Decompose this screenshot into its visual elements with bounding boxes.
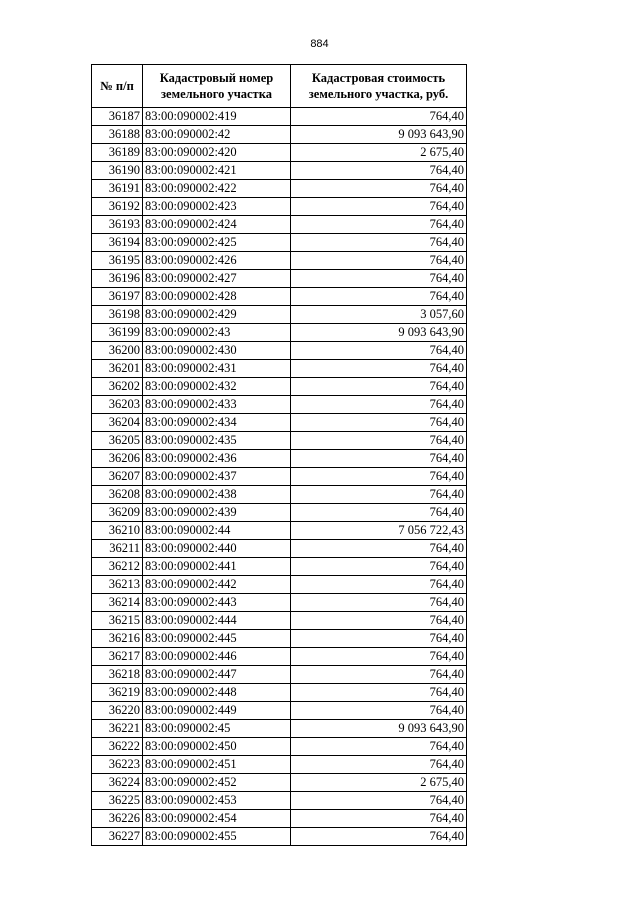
row-number-cell: 36218 [92,666,143,684]
row-number-cell: 36192 [92,198,143,216]
row-number-cell: 36222 [92,738,143,756]
cadastral-value-cell: 764,40 [291,792,467,810]
cadastral-value-cell: 764,40 [291,162,467,180]
cadastral-number-cell: 83:00:090002:448 [143,684,291,702]
cadastral-value-table [91,64,467,846]
cadastral-number-cell: 83:00:090002:420 [143,144,291,162]
cadastral-number-cell: 83:00:090002:440 [143,540,291,558]
cadastral-value-cell: 764,40 [291,666,467,684]
cadastral-value-cell: 2 675,40 [291,144,467,162]
header-row-number: № п/п [92,65,143,108]
row-number-cell: 36206 [92,450,143,468]
cadastral-number-cell: 83:00:090002:44 [143,522,291,540]
table-row [92,180,467,198]
header-cadastral-value: Кадастровая стоимость земельного участка, руб. [291,65,467,108]
table-row [92,576,467,594]
cadastral-value-cell: 9 093 643,90 [291,720,467,738]
table-row [92,738,467,756]
row-number-cell: 36198 [92,306,143,324]
row-number-cell: 36188 [92,126,143,144]
table-row [92,486,467,504]
cadastral-value-cell: 764,40 [291,450,467,468]
table-row [92,414,467,432]
table-row [92,288,467,306]
table-row [92,378,467,396]
row-number-cell: 36225 [92,792,143,810]
row-number-cell: 36220 [92,702,143,720]
cadastral-number-cell: 83:00:090002:455 [143,828,291,846]
cadastral-value-cell: 764,40 [291,810,467,828]
row-number-cell: 36227 [92,828,143,846]
cadastral-value-cell: 764,40 [291,180,467,198]
cadastral-value-cell: 764,40 [291,540,467,558]
table-row [92,396,467,414]
cadastral-value-cell: 764,40 [291,288,467,306]
cadastral-value-cell: 764,40 [291,198,467,216]
cadastral-number-cell: 83:00:090002:424 [143,216,291,234]
table-row [92,450,467,468]
row-number-cell: 36190 [92,162,143,180]
cadastral-number-cell: 83:00:090002:443 [143,594,291,612]
cadastral-value-cell: 764,40 [291,828,467,846]
cadastral-value-cell: 764,40 [291,378,467,396]
table-row [92,324,467,342]
row-number-cell: 36199 [92,324,143,342]
table-row [92,162,467,180]
cadastral-number-cell: 83:00:090002:435 [143,432,291,450]
table-row [92,558,467,576]
cadastral-value-cell: 764,40 [291,594,467,612]
table-body [92,108,467,846]
row-number-cell: 36197 [92,288,143,306]
cadastral-number-cell: 83:00:090002:444 [143,612,291,630]
cadastral-value-cell: 764,40 [291,738,467,756]
row-number-cell: 36204 [92,414,143,432]
table-row [92,306,467,324]
cadastral-value-cell: 764,40 [291,216,467,234]
cadastral-number-cell: 83:00:090002:451 [143,756,291,774]
table-row [92,216,467,234]
cadastral-value-cell: 764,40 [291,414,467,432]
row-number-cell: 36221 [92,720,143,738]
table-row [92,198,467,216]
cadastral-number-cell: 83:00:090002:428 [143,288,291,306]
cadastral-number-cell: 83:00:090002:431 [143,360,291,378]
cadastral-number-cell: 83:00:090002:452 [143,774,291,792]
table-row [92,252,467,270]
cadastral-number-cell: 83:00:090002:429 [143,306,291,324]
row-number-cell: 36226 [92,810,143,828]
cadastral-value-cell: 9 093 643,90 [291,126,467,144]
cadastral-value-cell: 764,40 [291,234,467,252]
row-number-cell: 36215 [92,612,143,630]
row-number-cell: 36211 [92,540,143,558]
table-row [92,108,467,126]
cadastral-number-cell: 83:00:090002:453 [143,792,291,810]
table-row [92,144,467,162]
cadastral-number-cell: 83:00:090002:445 [143,630,291,648]
cadastral-number-cell: 83:00:090002:437 [143,468,291,486]
cadastral-value-cell: 764,40 [291,702,467,720]
cadastral-number-cell: 83:00:090002:442 [143,576,291,594]
row-number-cell: 36212 [92,558,143,576]
table-row [92,774,467,792]
table-row [92,810,467,828]
cadastral-value-cell: 764,40 [291,108,467,126]
cadastral-number-cell: 83:00:090002:438 [143,486,291,504]
row-number-cell: 36224 [92,774,143,792]
row-number-cell: 36207 [92,468,143,486]
cadastral-value-cell: 764,40 [291,612,467,630]
cadastral-number-cell: 83:00:090002:422 [143,180,291,198]
cadastral-value-cell: 764,40 [291,504,467,522]
cadastral-number-cell: 83:00:090002:454 [143,810,291,828]
cadastral-number-cell: 83:00:090002:426 [143,252,291,270]
table-row [92,792,467,810]
row-number-cell: 36216 [92,630,143,648]
row-number-cell: 36213 [92,576,143,594]
cadastral-value-cell: 764,40 [291,270,467,288]
cadastral-value-cell: 9 093 643,90 [291,324,467,342]
row-number-cell: 36209 [92,504,143,522]
row-number-cell: 36205 [92,432,143,450]
table-row [92,504,467,522]
row-number-cell: 36208 [92,486,143,504]
table-row [92,630,467,648]
cadastral-number-cell: 83:00:090002:43 [143,324,291,342]
table-row [92,540,467,558]
cadastral-value-cell: 764,40 [291,342,467,360]
row-number-cell: 36201 [92,360,143,378]
table-row [92,270,467,288]
table-row [92,702,467,720]
cadastral-value-cell: 3 057,60 [291,306,467,324]
cadastral-value-cell: 764,40 [291,432,467,450]
table-row [92,522,467,540]
cadastral-number-cell: 83:00:090002:434 [143,414,291,432]
cadastral-value-cell: 764,40 [291,486,467,504]
page-number: 884 [310,38,329,50]
table-row [92,468,467,486]
cadastral-value-cell: 7 056 722,43 [291,522,467,540]
row-number-cell: 36219 [92,684,143,702]
row-number-cell: 36200 [92,342,143,360]
table-row [92,432,467,450]
cadastral-number-cell: 83:00:090002:419 [143,108,291,126]
cadastral-number-cell: 83:00:090002:421 [143,162,291,180]
table-row [92,360,467,378]
cadastral-number-cell: 83:00:090002:439 [143,504,291,522]
cadastral-value-cell: 764,40 [291,252,467,270]
row-number-cell: 36187 [92,108,143,126]
cadastral-number-cell: 83:00:090002:425 [143,234,291,252]
cadastral-value-cell: 764,40 [291,468,467,486]
cadastral-value-cell: 764,40 [291,576,467,594]
cadastral-number-cell: 83:00:090002:42 [143,126,291,144]
cadastral-number-cell: 83:00:090002:450 [143,738,291,756]
table-row [92,756,467,774]
table-row [92,828,467,846]
table-row [92,666,467,684]
cadastral-value-cell: 764,40 [291,558,467,576]
row-number-cell: 36195 [92,252,143,270]
row-number-cell: 36193 [92,216,143,234]
row-number-cell: 36189 [92,144,143,162]
cadastral-number-cell: 83:00:090002:436 [143,450,291,468]
header-cadastral-number: Кадастровый номер земельного участка [143,65,291,108]
table-row [92,342,467,360]
table-row [92,684,467,702]
row-number-cell: 36217 [92,648,143,666]
cadastral-number-cell: 83:00:090002:446 [143,648,291,666]
cadastral-number-cell: 83:00:090002:45 [143,720,291,738]
table-row [92,648,467,666]
row-number-cell: 36191 [92,180,143,198]
cadastral-value-cell: 764,40 [291,396,467,414]
row-number-cell: 36194 [92,234,143,252]
cadastral-number-cell: 83:00:090002:441 [143,558,291,576]
cadastral-value-cell: 764,40 [291,756,467,774]
row-number-cell: 36214 [92,594,143,612]
cadastral-value-cell: 764,40 [291,360,467,378]
cadastral-value-cell: 764,40 [291,648,467,666]
cadastral-number-cell: 83:00:090002:430 [143,342,291,360]
row-number-cell: 36203 [92,396,143,414]
table-row [92,612,467,630]
table-row [92,594,467,612]
table-row [92,720,467,738]
cadastral-number-cell: 83:00:090002:433 [143,396,291,414]
table-row [92,126,467,144]
row-number-cell: 36210 [92,522,143,540]
cadastral-number-cell: 83:00:090002:447 [143,666,291,684]
cadastral-number-cell: 83:00:090002:423 [143,198,291,216]
row-number-cell: 36196 [92,270,143,288]
cadastral-number-cell: 83:00:090002:432 [143,378,291,396]
cadastral-value-cell: 764,40 [291,684,467,702]
table-header-row [92,65,467,108]
cadastral-number-cell: 83:00:090002:449 [143,702,291,720]
table-row [92,234,467,252]
cadastral-value-cell: 764,40 [291,630,467,648]
row-number-cell: 36223 [92,756,143,774]
row-number-cell: 36202 [92,378,143,396]
cadastral-value-cell: 2 675,40 [291,774,467,792]
cadastral-number-cell: 83:00:090002:427 [143,270,291,288]
